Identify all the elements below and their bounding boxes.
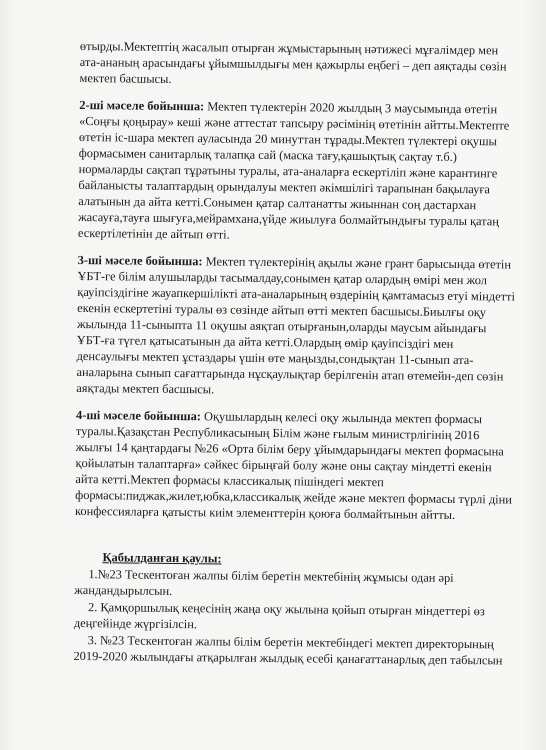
- section-4-label: 4-ші мәселе бойынша:: [75, 407, 202, 424]
- section-3-label: 3-ші мәселе бойынша:: [77, 252, 203, 269]
- decision-item-3-text: 3. №23 Тескентоған жалпы білім беретін мектебіндегі мектеп директорының 2019-2020 жылындағы атқарылған жылдық есебі қанағаттанарлық деп табылсын: [73, 633, 503, 668]
- section-3-paragraph: [76, 252, 515, 401]
- section-4-paragraph: [75, 407, 514, 524]
- decision-item-2-text: 2. Қамқоршылық кеңесінің жаңа оқу жылына қойып отырған міндеттері өз деңгейінде жүргізілсін.: [73, 600, 485, 632]
- decision-item-3: [73, 632, 511, 669]
- decision-item-2: [74, 599, 512, 636]
- section-2-text: Мектеп түлектерін 2020 жылдың 3 маусымында өтетін «Соңғы қоңырау» кеші және аттестат тапсыру рәсімінің өтетінін айтты.Мектепте өтетін іс-шара мектеп ауласында 20 минуттан тұрады.Мектеп түлектері оқушы формасымен санитарлық талапқа сай (маска тағу,қашықтық сақтау т.б.) нормаларды сақтап тұратыны туралы, ата-аналарға ескертіліп және карантинге байланысты талаптардың орындалуы мектеп әкімшілігі тарапынан бақылауға алатынын да айта кетті.Сонымен қатар салтанатты жиыннан соң дастархан жасауға,тауға шығуға,мейрамхана,үйде жиылуға болмайтындығы туралы қатаң ескертілетінін де айтып өтті.: [77, 99, 510, 242]
- decision-item-1: [74, 566, 512, 603]
- section-2-paragraph: [78, 97, 517, 246]
- decisions-title: Қабылданған қаулы:: [102, 550, 222, 566]
- section-2-label: 2-ші мәселе бойынша:: [79, 97, 205, 114]
- section-4-text: Оқушылардың келесі оқу жылында мектеп формасы туралы.Қазақстан Республикасының Білім және ғылым министрлігінің 2016 жылғы 14 қаңтардағы №26 «Орта білім беру ұйымдарындағы мектеп формасына қойылатын талаптарға» сәйкес бірыңғай болу және оны сақтау міндетті екенін айта кетті.Мектеп формасы классикалық пішіндегі мектеп формасы:пиджак,жилет,юбка,классикалық жейде және мектеп формасы түрлі діни конфессияларға қатысты киім элементтерін қоюға болмайтынын айтты.: [74, 409, 512, 522]
- decision-item-1-text: 1.№23 Тескентоған жалпы білім беретін мектебінің жұмысы одан әрі жандандырылсын.: [74, 567, 454, 598]
- section-3-text: Мектеп түлектерінің ақылы және грант барысында өтетін ҰБТ-ге білім алушыларды тасымалдау,сонымен қатар олардың өмірі мен жол қауіпсіздігіне жауапкершілікті ата-аналарының өздерінің қамтамасыз етуі міндетті екенін ескертетіні туралы өз сөзінде айтып өтті мектеп басшысы.Биылғы оқу жылында 11-сыныпта 11 оқушы аяқтап отырғанын,оларды маусым айындағы ҰБТ-ға түгел қатысатынын да айта кетті.Олардың өмір қауіпсіздігі мен денсаулығы мектеп ұстаздары үшін өте маңызды,сондықтан 11-сынып ата-аналарына сынып сағаттарында нұсқаулықтар берілгенін атап өтемейн-деп сөзін аяқтады мектеп басшысы.: [76, 254, 515, 397]
- document-body: [73, 38, 518, 670]
- intro-paragraph: өтырды.Мектептің жасалып отырған жұмыстарының нәтижесі мұғалімдер мен ата-ананың арасындағы ұйымшылдығы мен қажырлы еңбегі – деп аяқтады сөзін мектеп басшысы.: [79, 38, 507, 86]
